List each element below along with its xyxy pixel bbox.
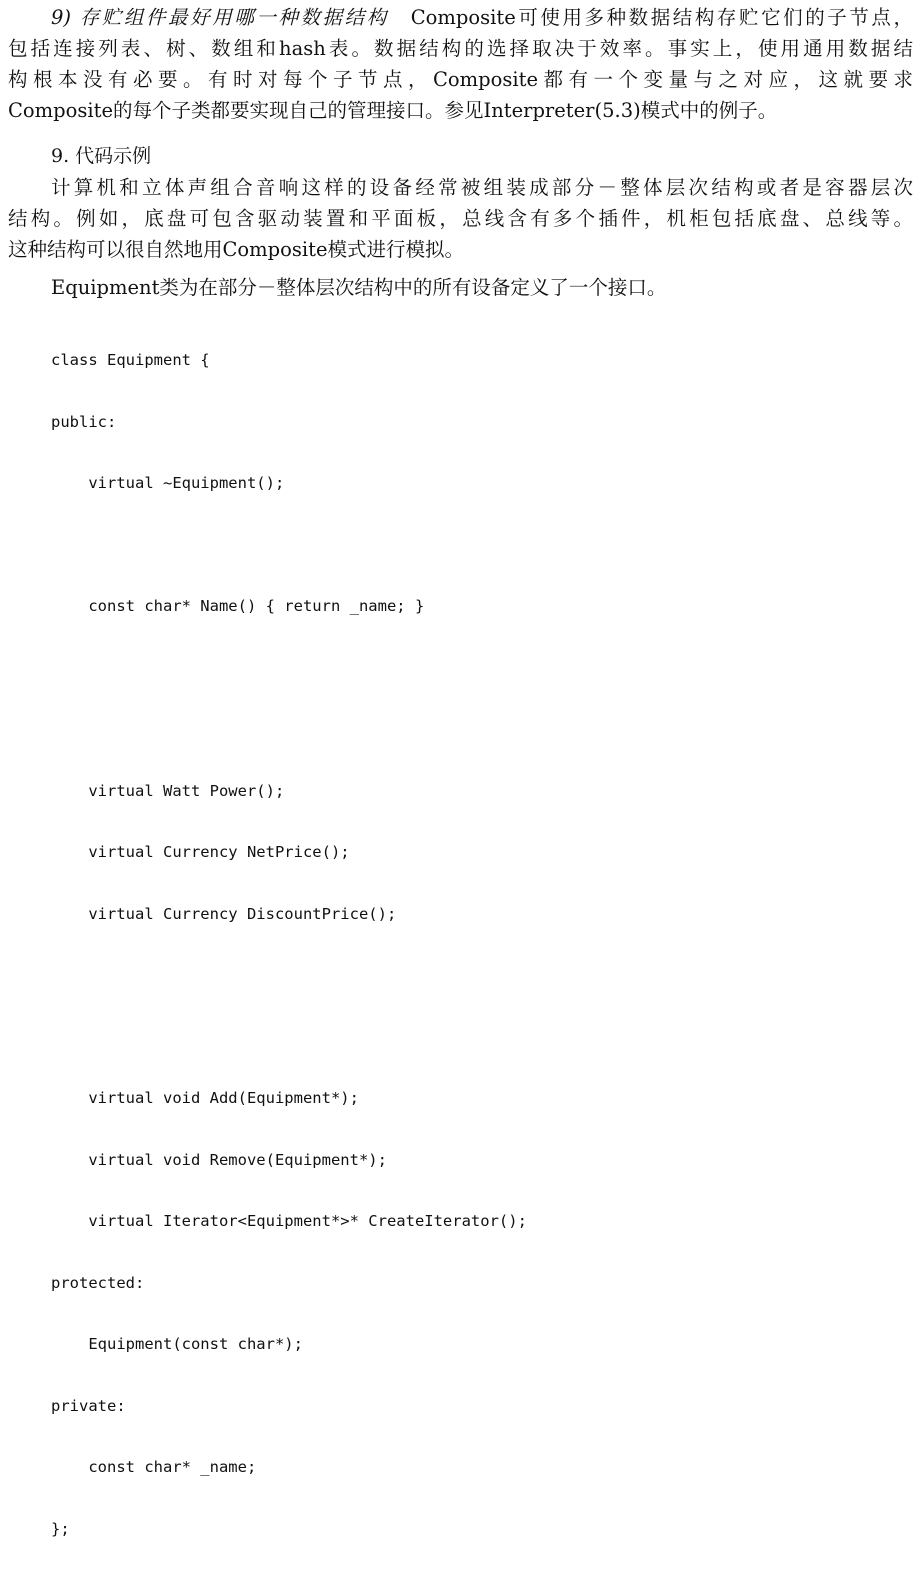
paragraph-line: Equipment类为在部分－整体层次结构中的所有设备定义了一个接口。 [51, 276, 667, 299]
paragraph-text: Composite可使用多种数据结构存贮它们的子节点， [410, 6, 913, 29]
paragraph-line: 构根本没有必要。有时对每个子节点，Composite都有一个变量与之对应，这就要求 [8, 68, 913, 91]
code-line: virtual void Remove(Equipment*); [51, 1150, 387, 1169]
code-line: virtual Watt Power(); [51, 781, 285, 800]
code-line: protected: [51, 1273, 145, 1292]
code-line: private: [51, 1396, 126, 1415]
paragraph-composite-data-structure [8, 2, 913, 126]
code-line: Equipment(const char*); [51, 1335, 303, 1353]
code-line: virtual void Add(Equipment*); [51, 1089, 359, 1107]
paragraph-line [8, 2, 913, 33]
code-line [51, 965, 527, 986]
code-line: class Equipment { [51, 351, 210, 369]
code-line: virtual Currency DiscountPrice(); [51, 904, 397, 923]
code-line: public: [51, 412, 117, 431]
code-line [51, 1027, 527, 1048]
paragraph-intro [8, 172, 913, 265]
code-block [51, 309, 527, 1580]
code-line: virtual ~Equipment(); [51, 474, 285, 492]
paragraph-line: 计算机和立体声组合音响这样的设备经常被组装成部分－整体层次结构或者是容器层次 [51, 176, 913, 199]
paragraph-line: 这种结构可以很自然地用Composite模式进行模拟。 [8, 238, 464, 261]
code-line [51, 535, 527, 556]
paragraph-line: 结构。例如，底盘可包含驱动装置和平面板，总线含有多个插件，机柜包括底盘、总线等。 [8, 207, 913, 230]
code-line: virtual Currency NetPrice(); [51, 843, 350, 861]
code-line: }; [51, 1519, 70, 1538]
code-line [51, 719, 527, 740]
code-line [51, 658, 527, 679]
paragraph-line: Composite的每个子类都要实现自己的管理接口。参见Interpreter(5.3)模式中的例子。 [8, 99, 778, 122]
paragraph-equipment [51, 272, 911, 303]
code-line: const char* _name; [51, 1458, 257, 1476]
item-heading: 9) 存贮组件最好用哪一种数据结构 [51, 6, 389, 29]
paragraph-line: 包括连接列表、树、数组和hash表。数据结构的选择取决于效率。事实上，使用通用数据结 [8, 37, 913, 60]
code-line: const char* Name() { return _name; } [51, 597, 425, 615]
code-line: virtual Iterator<Equipment*>* CreateIterator(); [51, 1212, 527, 1230]
section-heading: 9. 代码示例 [51, 145, 152, 167]
